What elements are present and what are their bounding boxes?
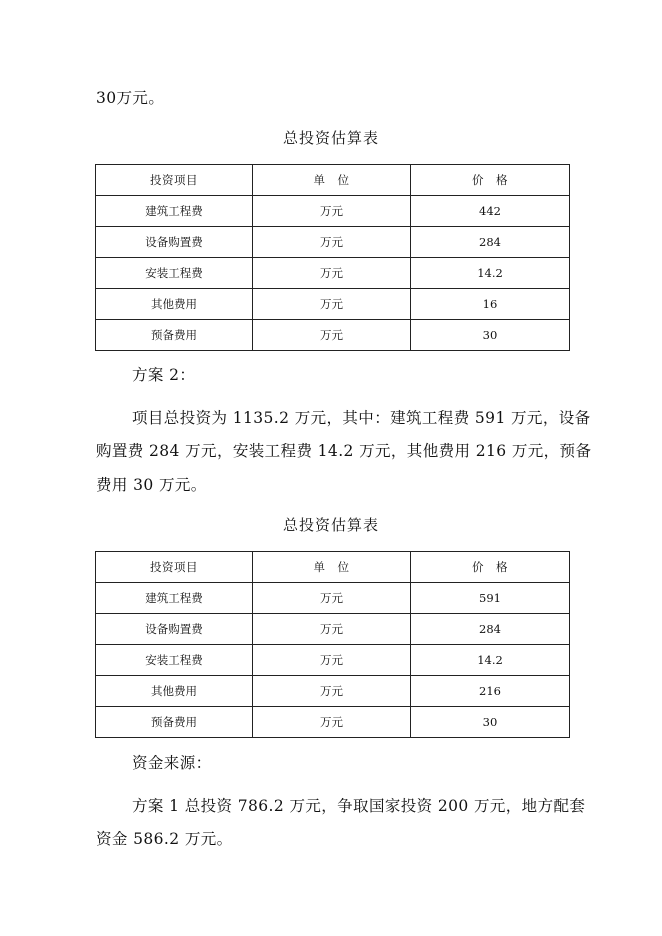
cell-unit: 万元 <box>253 289 411 320</box>
cell-item: 建筑工程费 <box>96 196 253 227</box>
table-row <box>96 707 570 738</box>
table1-title: 总投资估算表 <box>282 129 379 147</box>
cell-item: 预备费用 <box>96 320 253 351</box>
cell-price: 16 <box>411 289 570 320</box>
table-row <box>96 676 570 707</box>
cell-unit: 万元 <box>253 645 411 676</box>
table-row <box>96 258 570 289</box>
plan2-para-line-3: 费用 30 万元。 <box>96 476 207 494</box>
table-row <box>96 289 570 320</box>
cell-item: 设备购置费 <box>96 227 253 258</box>
plan2-para-line-2: 购置费 284 万元，安装工程费 14.2 万元，其他费用 216 万元，预备 <box>96 442 592 460</box>
cell-price: 591 <box>411 583 570 614</box>
table-row <box>96 320 570 351</box>
table2-title: 总投资估算表 <box>282 516 379 534</box>
cell-price: 30 <box>411 707 570 738</box>
header-unit: 单 位 <box>253 552 411 583</box>
top-line: 30万元。 <box>96 89 165 107</box>
cell-unit: 万元 <box>253 196 411 227</box>
funding-heading: 资金来源： <box>132 754 212 772</box>
cell-unit: 万元 <box>253 614 411 645</box>
cell-unit: 万元 <box>253 320 411 351</box>
cell-price: 284 <box>411 614 570 645</box>
table-header-row <box>96 552 570 583</box>
cell-unit: 万元 <box>253 258 411 289</box>
plan2-heading: 方案 2： <box>132 366 196 384</box>
funding-para-line-1: 方案 1 总投资 786.2 万元，争取国家投资 200 万元，地方配套 <box>132 797 586 815</box>
cell-item: 其他费用 <box>96 676 253 707</box>
table-row <box>96 645 570 676</box>
cell-item: 安装工程费 <box>96 645 253 676</box>
cell-price: 14.2 <box>411 258 570 289</box>
cell-item: 建筑工程费 <box>96 583 253 614</box>
table-row <box>96 614 570 645</box>
header-item: 投资项目 <box>96 165 253 196</box>
cell-item: 设备购置费 <box>96 614 253 645</box>
header-price: 价 格 <box>411 552 570 583</box>
cell-unit: 万元 <box>253 676 411 707</box>
header-unit: 单 位 <box>253 165 411 196</box>
estimate-table-2 <box>95 551 570 738</box>
table-row <box>96 227 570 258</box>
cell-price: 14.2 <box>411 645 570 676</box>
estimate-table-1 <box>95 164 570 351</box>
cell-price: 216 <box>411 676 570 707</box>
cell-item: 其他费用 <box>96 289 253 320</box>
header-item: 投资项目 <box>96 552 253 583</box>
cell-price: 284 <box>411 227 570 258</box>
header-price: 价 格 <box>411 165 570 196</box>
cell-item: 安装工程费 <box>96 258 253 289</box>
cell-price: 30 <box>411 320 570 351</box>
plan2-para-line-1: 项目总投资为 1135.2 万元，其中：建筑工程费 591 万元，设备 <box>132 409 591 427</box>
table-header-row <box>96 165 570 196</box>
funding-para-line-2: 资金 586.2 万元。 <box>96 830 233 848</box>
table-row <box>96 583 570 614</box>
cell-item: 预备费用 <box>96 707 253 738</box>
cell-unit: 万元 <box>253 227 411 258</box>
cell-unit: 万元 <box>253 583 411 614</box>
table-row <box>96 196 570 227</box>
cell-price: 442 <box>411 196 570 227</box>
cell-unit: 万元 <box>253 707 411 738</box>
